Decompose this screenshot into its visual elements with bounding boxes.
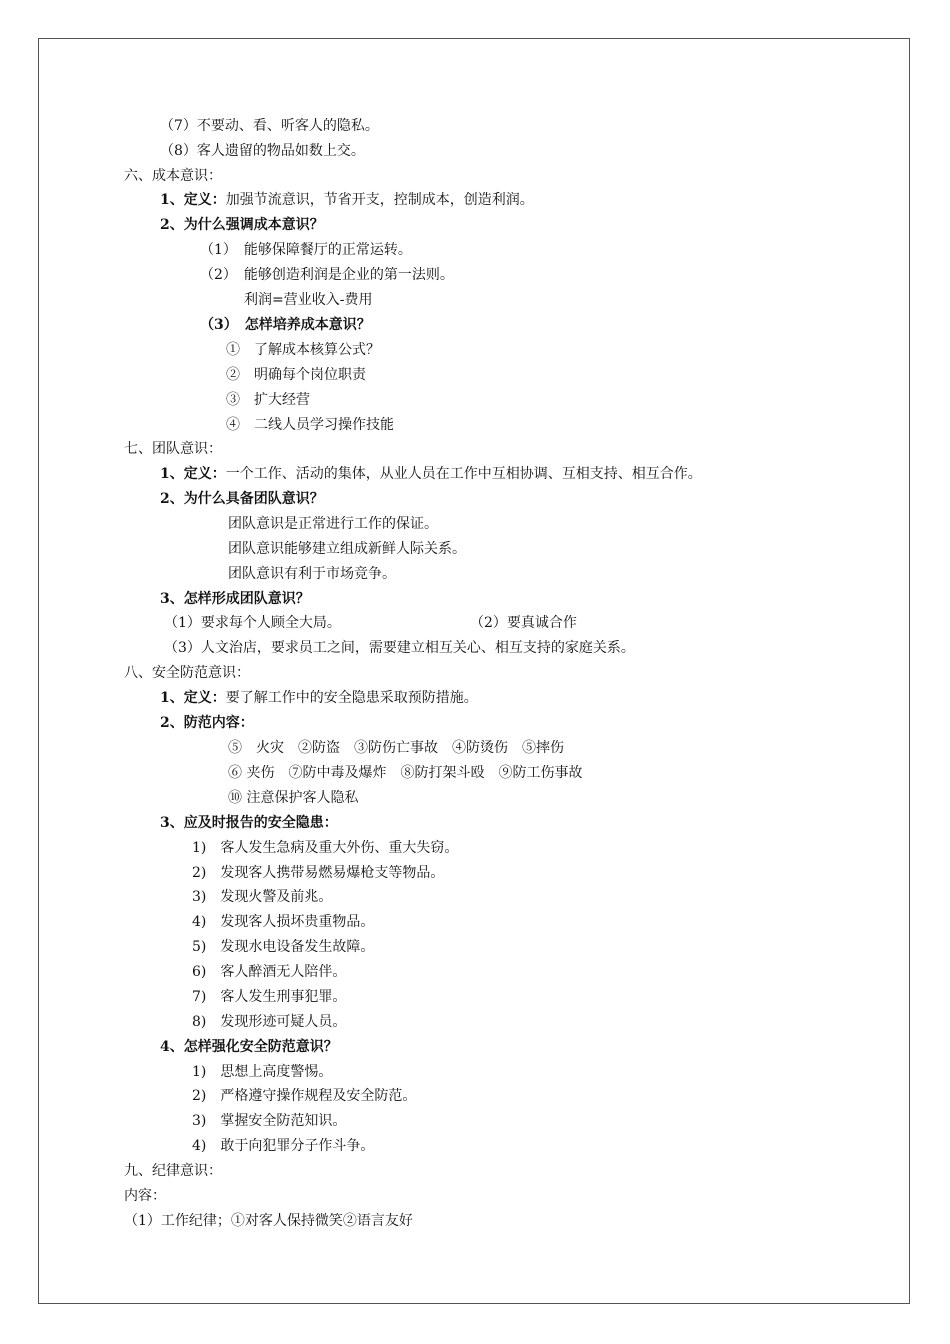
list-item: ② 明确每个岗位职责 xyxy=(226,367,366,383)
list-item: 8) 发现形迹可疑人员。 xyxy=(192,1014,347,1030)
formula-line: 利润=营业收入-费用 xyxy=(244,292,373,308)
text-line: （1） 能够保障餐厅的正常运转。 xyxy=(200,242,412,258)
list-item: 7) 客人发生刑事犯罪。 xyxy=(192,989,347,1005)
list-item: 5) 发现水电设备发生故障。 xyxy=(192,939,375,955)
definition-line xyxy=(160,689,478,707)
text-line: （2）要真诚合作 xyxy=(470,615,577,631)
list-item: 1) 客人发生急病及重大外伤、重大失窃。 xyxy=(192,840,459,856)
list-item: ⑥ 夹伤 ⑦防中毒及爆炸 ⑧防打架斗殴 ⑨防工伤事故 xyxy=(228,765,583,781)
definition-line xyxy=(160,465,702,483)
list-item: ③ 扩大经营 xyxy=(226,392,310,408)
subheading: 2、防范内容： xyxy=(160,715,254,731)
text-line: 团队意识有利于市场竞争。 xyxy=(228,566,396,582)
section-heading: 八、安全防范意识： xyxy=(124,665,250,681)
definition-label: 1、定义： xyxy=(160,690,226,706)
text-line: 内容： xyxy=(124,1188,166,1204)
subheading: 3、怎样形成团队意识？ xyxy=(160,591,310,607)
text-line: （1）要求每个人顾全大局。 xyxy=(164,615,341,631)
text-line: （8）客人遗留的物品如数上交。 xyxy=(160,143,365,159)
subheading: （3） 怎样培养成本意识？ xyxy=(200,317,371,333)
list-item: 3) 掌握安全防范知识。 xyxy=(192,1113,347,1129)
text-line: （7）不要动、看、听客人的隐私。 xyxy=(160,118,379,134)
definition-text: 加强节流意识，节省开支，控制成本，创造利润。 xyxy=(225,192,534,208)
list-item: 2) 严格遵守操作规程及安全防范。 xyxy=(192,1088,417,1104)
list-item: ⑩ 注意保护客人隐私 xyxy=(228,790,359,806)
text-line: 团队意识能够建立组成新鲜人际关系。 xyxy=(228,541,466,557)
text-line: （3）人文治店，要求员工之间，需要建立相互关心、相互支持的家庭关系。 xyxy=(164,640,635,656)
definition-label: 1、定义： xyxy=(160,466,226,482)
text-line: 团队意识是正常进行工作的保证。 xyxy=(228,516,438,532)
section-heading: 七、团队意识： xyxy=(124,441,222,457)
definition-label: 1、定义： xyxy=(160,192,226,208)
list-item: ⑤ 火灾 ②防盗 ③防伤亡事故 ④防烫伤 ⑤摔伤 xyxy=(228,740,564,756)
section-heading: 六、成本意识： xyxy=(124,168,222,184)
text-line: （1）工作纪律；①对客人保持微笑②语言友好 xyxy=(124,1213,413,1229)
text-line: （2） 能够创造利润是企业的第一法则。 xyxy=(200,267,454,283)
list-item: 3) 发现火警及前兆。 xyxy=(192,889,333,905)
list-item: ④ 二线人员学习操作技能 xyxy=(226,417,394,433)
subheading: 3、应及时报告的安全隐患： xyxy=(160,815,338,831)
subheading: 2、为什么强调成本意识？ xyxy=(160,217,324,233)
definition-line xyxy=(160,191,534,209)
section-heading: 九、纪律意识： xyxy=(124,1163,222,1179)
list-item: ① 了解成本核算公式？ xyxy=(226,342,380,358)
list-item: 1) 思想上高度警惕。 xyxy=(192,1064,333,1080)
definition-text: 一个工作、活动的集体，从业人员在工作中互相协调、互相支持、相互合作。 xyxy=(225,466,702,482)
definition-text: 要了解工作中的安全隐患采取预防措施。 xyxy=(225,690,478,706)
subheading: 4、怎样强化安全防范意识？ xyxy=(160,1039,338,1055)
list-item: 4) 敢于向犯罪分子作斗争。 xyxy=(192,1138,375,1154)
list-item: 2) 发现客人携带易燃易爆枪支等物品。 xyxy=(192,865,445,881)
list-item: 4) 发现客人损坏贵重物品。 xyxy=(192,914,375,930)
subheading: 2、为什么具备团队意识？ xyxy=(160,491,324,507)
list-item: 6) 客人醉酒无人陪伴。 xyxy=(192,964,347,980)
